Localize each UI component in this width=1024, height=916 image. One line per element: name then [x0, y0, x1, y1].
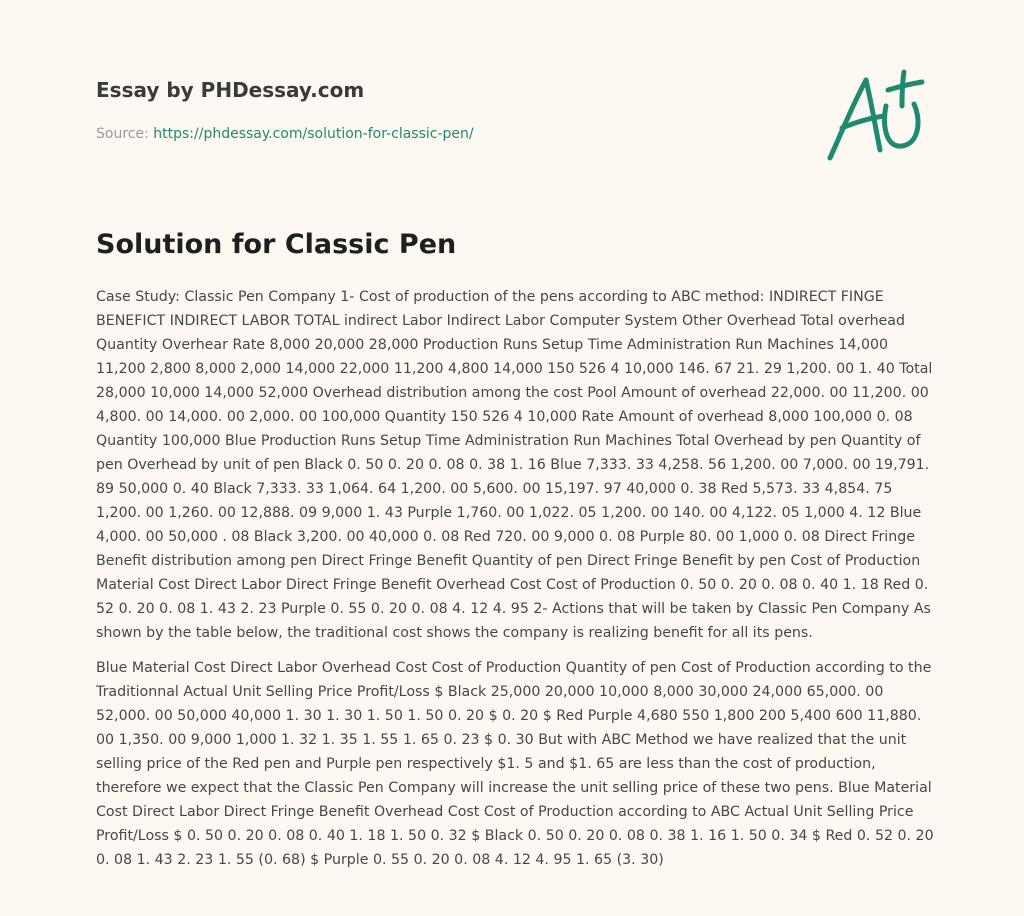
source-line — [96, 124, 796, 144]
article-paragraph: Case Study: Classic Pen Company 1- Cost of production of the pens according to ABC method: INDIRECT FINGE BENEFICT INDIRECT LABOR TOTAL indirect Labor Indirect Labor Computer System Other Overhead Total overhead Quantity Overhear Rate 8,000 20,000 28,000 Production Runs Setup Time Administration Run Machines 14,000 11,200 2,800 8,000 2,000 14,000 22,000 11,200 4,800 14,000 150 526 4 10,000 146. 67 21. 29 1,200. 00 1. 40 Total 28,000 10,000 14,000 52,000 Overhead distribution among the cost Pool Amount of overhead 22,000. 00 11,200. 00 4,800. 00 14,000. 00 2,000. 00 100,000 Quantity 150 526 4 10,000 Rate Amount of overhead 8,000 100,000 0. 08 Quantity 100,000 Blue Production Runs Setup Time Administration Run Machines Total Overhead by pen Quantity of pen Overhead by unit of pen Black 0. 50 0. 20 0. 08 0. 38 1. 16 Blue 7,333. 33 4,258. 56 1,200. 00 7,000. 00 19,791. 89 50,000 0. 40 Black 7,333. 33 1,064. 64 1,200. 00 5,600. 00 15,197. 97 40,000 0. 38 Red 5,573. 33 4,854. 75 1,200. 00 1,260. 00 12,888. 09 9,000 1. 43 Purple 1,760. 00 1,022. 05 1,200. 00 140. 00 4,122. 05 1,000 4. 12 Blue 4,000. 00 50,000 . 08 Black 3,200. 00 40,000 0. 08 Red 720. 00 9,000 0. 08 Purple 80. 00 1,000 0. 08 Direct Fringe Benefit distribution among pen Direct Fringe Benefit Quantity of pen Direct Fringe Benefit by pen Cost of Production Material Cost Direct Labor Direct Fringe Benefit Overhead Cost Cost of Production 0. 50 0. 20 0. 08 0. 40 1. 18 Red 0. 52 0. 20 0. 08 1. 43 2. 23 Purple 0. 55 0. 20 0. 08 4. 12 4. 95 2- Actions that will be taken by Classic Pen Company As shown by the table below, the traditional cost shows the company is realizing benefit for all its pens. — [96, 289, 933, 641]
article-title: Solution for Classic Pen — [96, 229, 457, 260]
source-link[interactable]: https://phdessay.com/solution-for-classic-pen/ — [153, 126, 474, 142]
article-body — [96, 285, 934, 883]
article-paragraph: Blue Material Cost Direct Labor Overhead Cost Cost of Production Quantity of pen Cost of Production according to the Traditionnal Actual Unit Selling Price Profit/Loss $ Black 25,000 20,000 10,000 8,000 30,000 24,000 65,000. 00 52,000. 00 50,000 40,000 1. 30 1. 30 1. 50 1. 50 0. 20 $ 0. 20 $ Red Purple 4,680 550 1,800 200 5,400 600 11,880. 00 1,350. 00 9,000 1,000 1. 32 1. 35 1. 55 1. 65 0. 23 $ 0. 30 But with ABC Method we have realized that the unit selling price of the Red pen and Purple pen respectively $1. 5 and $1. 65 are less than the cost of production, therefore we expect that the Classic Pen Company will increase the unit selling price of these two pens. Blue Material Cost Direct Labor Direct Fringe Benefit Overhead Cost Cost of Production according to ABC Actual Unit Selling Price Profit/Loss $ 0. 50 0. 20 0. 08 0. 40 1. 18 1. 50 0. 32 $ Black 0. 50 0. 20 0. 08 0. 38 1. 16 1. 50 0. 34 $ Red 0. 52 0. 20 0. 08 1. 43 2. 23 1. 55 (0. 68) $ Purple 0. 55 0. 20 0. 08 4. 12 4. 95 1. 65 (3. 30) — [96, 660, 934, 868]
source-label: Source: — [96, 126, 149, 142]
site-brand: Essay by PHDessay.com — [96, 78, 365, 102]
a-plus-grade-icon — [822, 66, 930, 166]
page-header — [96, 76, 796, 144]
